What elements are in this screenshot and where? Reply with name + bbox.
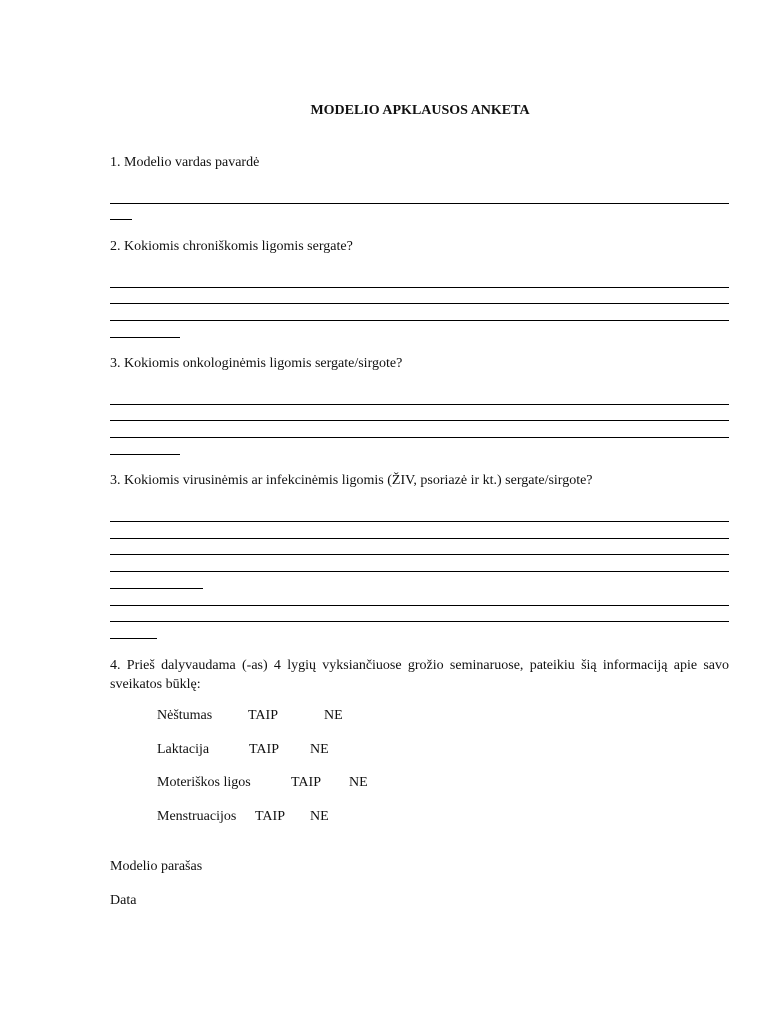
- health-statement-text: 4. Prieš dalyvaudama (-as) 4 lygių vyksiančiuose grožio seminaruose, pateikiu šią informaciją apie savo sveikatos būklę:: [110, 658, 729, 692]
- health-item-label: Laktacija: [157, 742, 210, 757]
- answer-line[interactable]: [110, 571, 729, 572]
- answer-line[interactable]: [110, 303, 729, 304]
- answer-line[interactable]: [110, 605, 729, 606]
- answer-line[interactable]: [110, 404, 729, 405]
- signature-label: Modelio parašas: [110, 859, 203, 874]
- answer-line[interactable]: [110, 203, 729, 204]
- answer-line[interactable]: [110, 538, 729, 539]
- no-option[interactable]: NE: [310, 809, 329, 824]
- no-option[interactable]: NE: [324, 708, 343, 723]
- no-option[interactable]: NE: [310, 742, 329, 757]
- document-title: MODELIO APKLAUSOS ANKETA: [310, 103, 530, 118]
- yes-option[interactable]: TAIP: [249, 742, 279, 757]
- answer-line-end[interactable]: [110, 588, 203, 589]
- answer-line-end[interactable]: [110, 454, 180, 455]
- question-2-label: 2. Kokiomis chroniškomis ligomis sergate?: [110, 239, 353, 254]
- answer-line-end[interactable]: [110, 219, 132, 220]
- answer-line[interactable]: [110, 621, 729, 622]
- answer-line[interactable]: [110, 554, 729, 555]
- question-1-label: 1. Modelio vardas pavardė: [110, 155, 260, 170]
- question-3-label: 3. Kokiomis onkologinėmis ligomis sergate/sirgote?: [110, 356, 403, 371]
- yes-option[interactable]: TAIP: [248, 708, 278, 723]
- question-4-label: 3. Kokiomis virusinėmis ar infekcinėmis ligomis (ŽIV, psoriazė ir kt.) sergate/sirgote?: [110, 473, 593, 488]
- date-label: Data: [110, 893, 137, 908]
- answer-line-end[interactable]: [110, 337, 180, 338]
- answer-line[interactable]: [110, 287, 729, 288]
- answer-line-end[interactable]: [110, 638, 157, 639]
- answer-line[interactable]: [110, 521, 729, 522]
- health-item-label: Moteriškos ligos: [157, 775, 251, 790]
- answer-line[interactable]: [110, 420, 729, 421]
- answer-line[interactable]: [110, 320, 729, 321]
- no-option[interactable]: NE: [349, 775, 368, 790]
- health-item-label: Menstruacijos: [157, 809, 237, 824]
- answer-line[interactable]: [110, 437, 729, 438]
- yes-option[interactable]: TAIP: [291, 775, 321, 790]
- yes-option[interactable]: TAIP: [255, 809, 285, 824]
- health-item-label: Nėštumas: [157, 708, 213, 723]
